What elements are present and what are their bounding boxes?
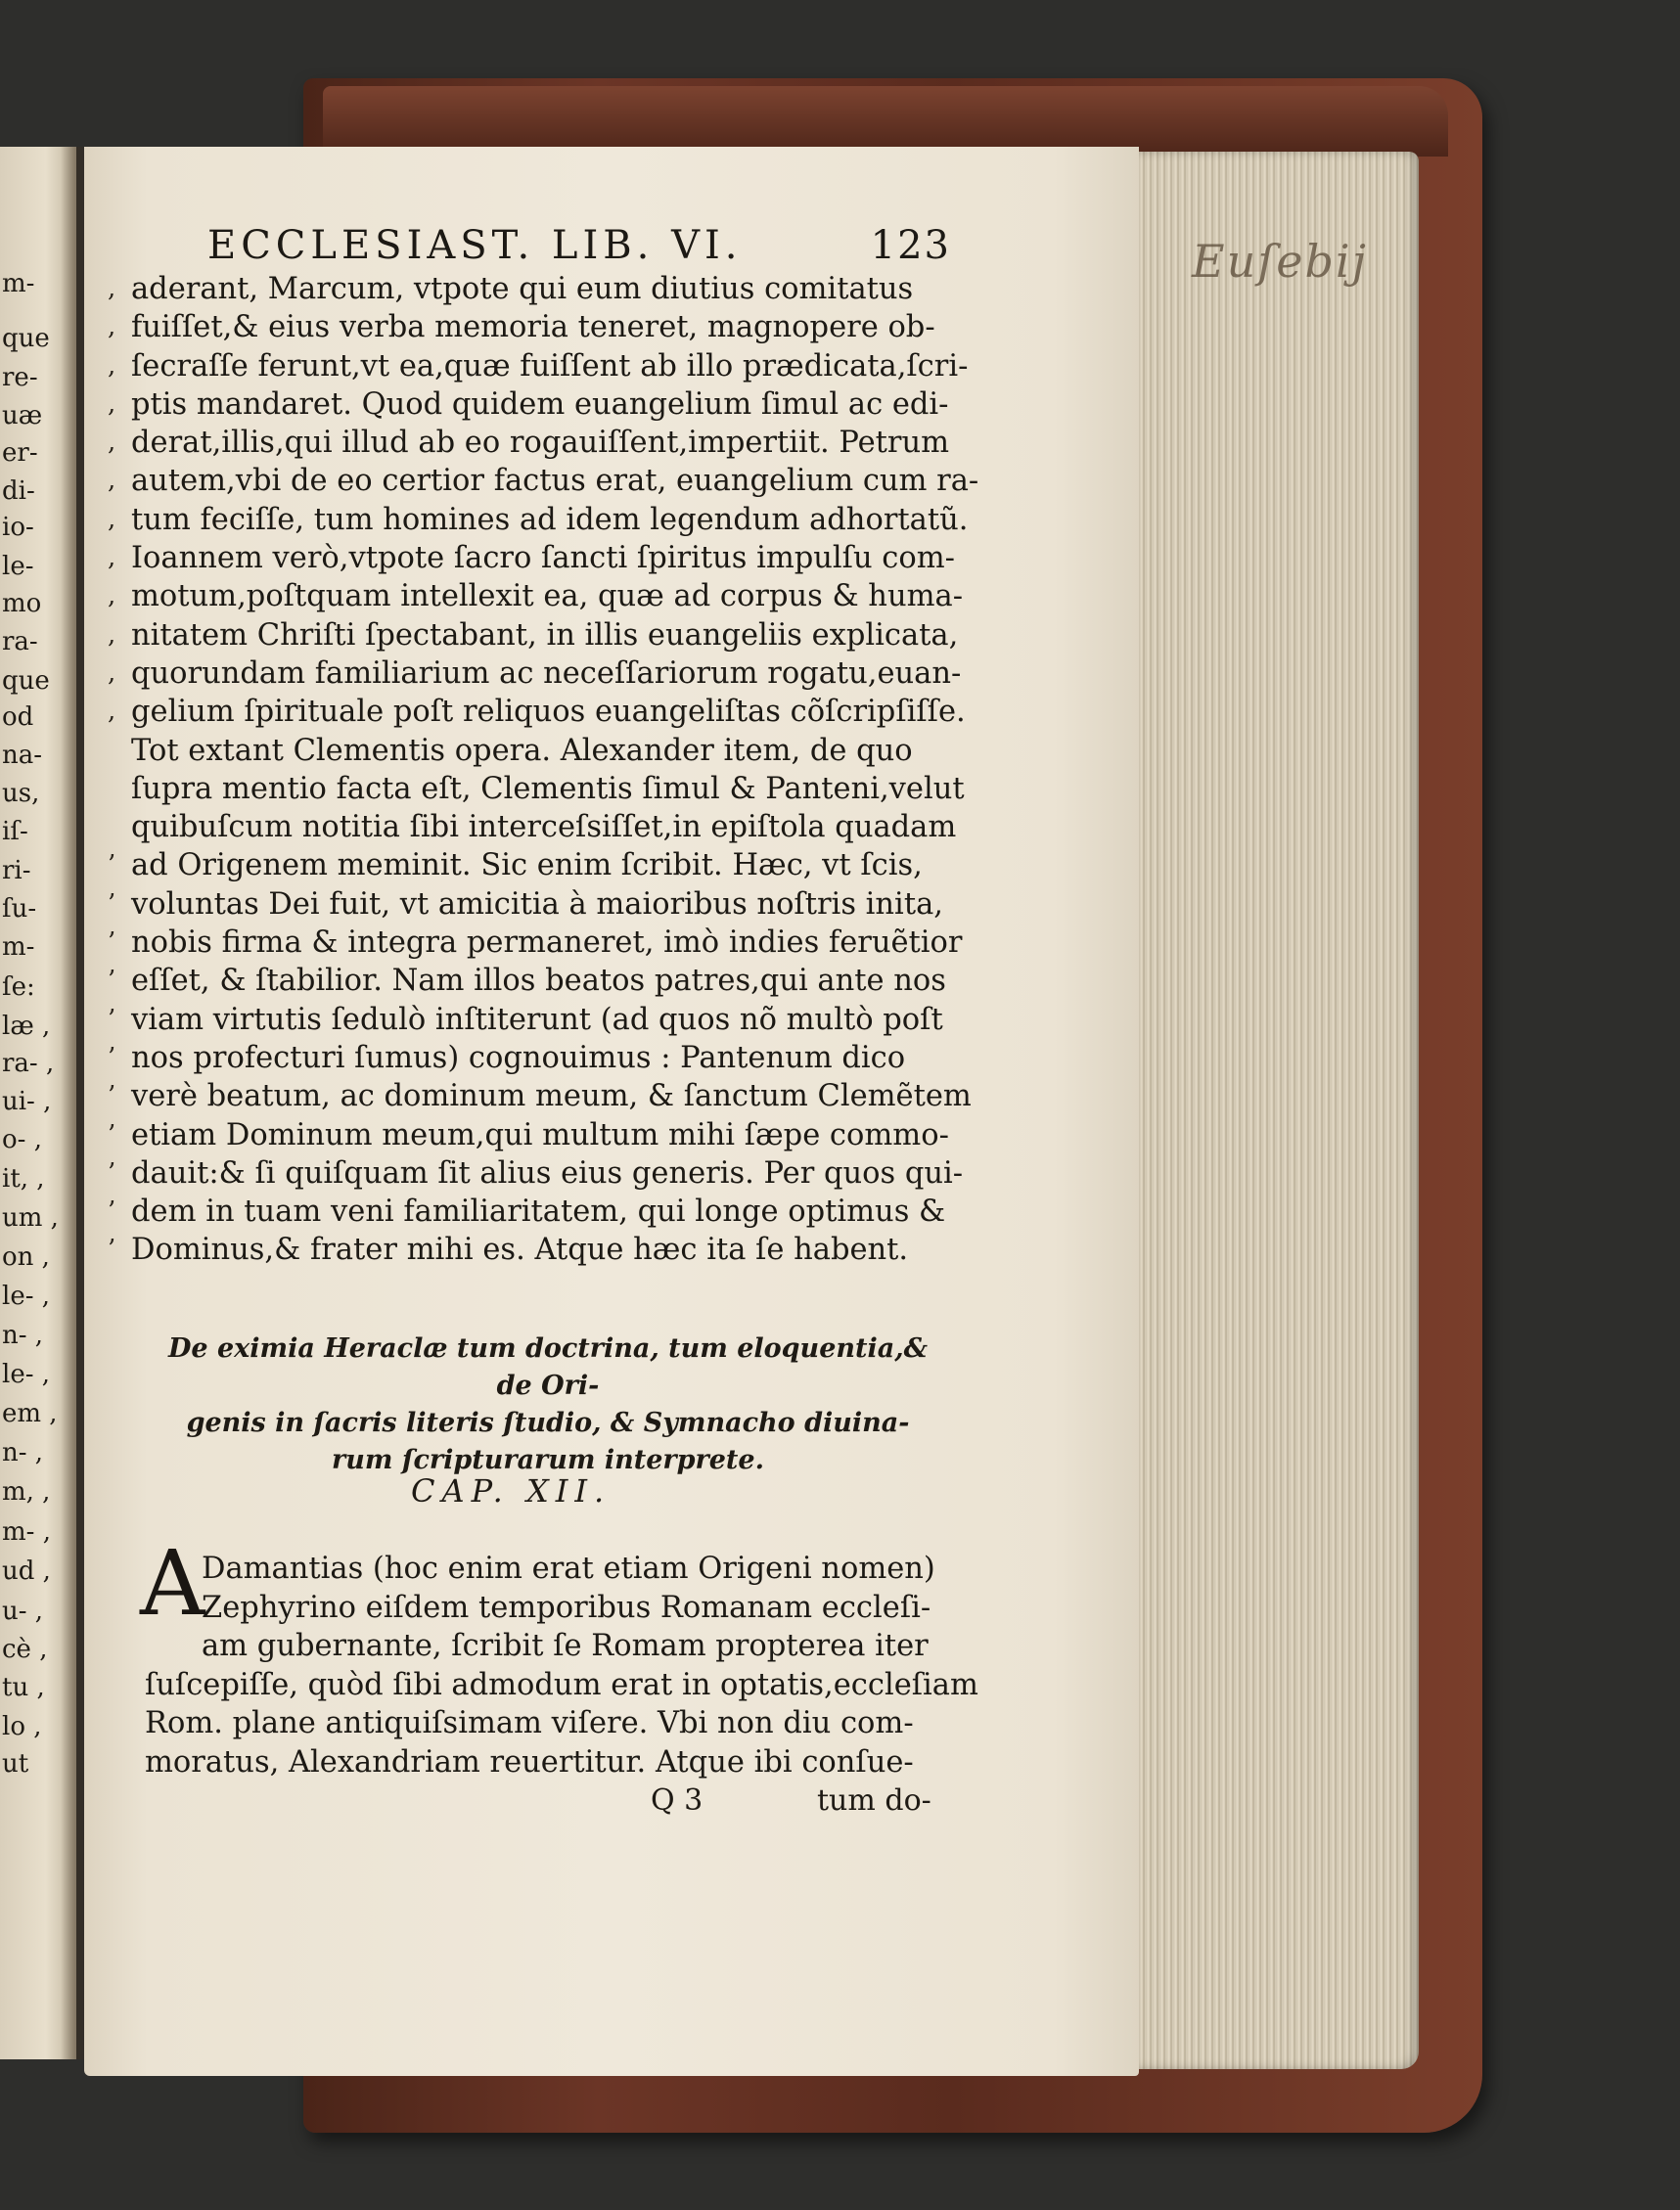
quotation-mark: ’ [108, 1119, 116, 1150]
line-text: quibuſcum notitia ſibi interceſsiſſet,in epiſtola quadam [131, 810, 957, 845]
line-text: verè beatum, ac dominum meum, & ſanctum Clemẽtem [131, 1079, 972, 1114]
left-page-fragment: od [2, 702, 34, 732]
quotation-mark: ’ [108, 1042, 116, 1072]
left-page-fragment: ſu- [2, 894, 37, 924]
quotation-mark: , [108, 428, 116, 458]
line-text: Ioannem verò,vtpote ſacro ſancti ſpiritus impulſu com- [131, 541, 955, 576]
left-page-fragment: na- [2, 741, 43, 770]
text-line [108, 347, 969, 385]
text-line [108, 616, 959, 654]
quotation-mark: , [108, 657, 116, 688]
text-line [108, 846, 949, 884]
left-page-fragment: ut [2, 1749, 29, 1779]
left-page-fragment: le- , [2, 1360, 51, 1389]
text-line [108, 1154, 964, 1193]
left-page-fragment: m, , [2, 1477, 51, 1507]
quotation-mark: ’ [108, 888, 116, 919]
heading-line: De eximia Heraclæ tum doctrina, tum eloquentia,& de Ori- [167, 1333, 928, 1401]
text-line: am gubernante, ſcribit ſe Romam propterea iter [202, 1629, 929, 1663]
left-page-fragment: m- [2, 932, 35, 962]
text-line [108, 1077, 972, 1115]
left-page-fragment: it, , [2, 1164, 45, 1194]
text-line [108, 885, 949, 924]
text-line [108, 424, 949, 462]
left-page-fragment: cè , [2, 1635, 48, 1664]
quotation-mark: , [108, 697, 116, 727]
line-text: nos profecturi ſumus) cognouimus : Pantenum dico [131, 1040, 906, 1075]
line-text: motum,poſtquam intellexit ea, quæ ad corpus & huma- [131, 579, 964, 614]
line-text: Dominus,& frater mihi es. Atque hæc ita ſe habent. [131, 1233, 909, 1268]
left-page-fragment: io- [2, 513, 34, 542]
chapter-text [145, 1550, 978, 1782]
chapter-label: CAP. XII. [411, 1472, 612, 1510]
text-line: Zephyrino eiſdem temporibus Romanam eccleſi- [202, 1590, 931, 1625]
catchword: tum do- [817, 1783, 931, 1818]
text-line [108, 308, 949, 346]
left-page-fragment: er- [2, 438, 38, 468]
left-page-fragment: on , [2, 1242, 50, 1272]
text-line [108, 770, 965, 808]
text-line: Damantias (hoc enim erat etiam Origeni nomen) [202, 1552, 935, 1586]
quotation-mark: , [108, 388, 116, 419]
left-page-fragment: o- , [2, 1125, 42, 1154]
text-line: ſuſcepiſſe, quòd ſibi admodum erat in optatis,eccleſiam [145, 1667, 978, 1702]
quotation-mark: ’ [108, 1004, 116, 1034]
running-head-title: ECCLESIAST. LIB. VI. [207, 223, 743, 268]
line-text: gelium ſpirituale poſt reliquos euangeliſtas cõſcripſiſſe. [131, 695, 966, 730]
left-page-fragment: ri- [2, 856, 31, 885]
left-page-fragment: mo [2, 589, 42, 618]
line-text: tum feciſſe, tum homines ad idem legendum adhortatũ. [131, 502, 969, 537]
quotation-mark: ’ [108, 1235, 116, 1265]
line-text: nobis firma & integra permaneret, imò indies feruẽtior [131, 925, 963, 961]
quotation-mark: , [108, 350, 116, 381]
line-text: ſupra mentio facta eſt, Clementis ſimul & Panteni,velut [131, 771, 965, 806]
left-page-fragment: tu , [2, 1673, 45, 1702]
left-page-fragment: ui- , [2, 1087, 52, 1116]
left-page-fragment: n- , [2, 1438, 44, 1467]
left-page-fragment: le- [2, 552, 34, 581]
left-page-fragment: m- [2, 269, 35, 298]
line-text: nitatem Chriſti ſpectabant, in illis euangeliis explicata, [131, 617, 959, 653]
left-page-fragment: lo , [2, 1712, 42, 1741]
line-text: fuiſſet,& eius verba memoria teneret, magnopere ob- [131, 310, 935, 345]
line-text: autem,vbi de eo certior factus erat, euangelium cum ra- [131, 464, 979, 499]
body-text [108, 270, 979, 1270]
line-text: quorundam familiarium ac neceſſariorum rogatu,euan- [131, 655, 962, 691]
page-number: 123 [870, 223, 951, 268]
quotation-mark: , [108, 504, 116, 534]
text-line [108, 732, 949, 770]
text-line [108, 924, 963, 962]
line-text: ptis mandaret. Quod quidem euangelium ſimul ac edi- [131, 386, 949, 422]
quotation-mark: , [108, 581, 116, 611]
line-text: voluntas Dei fuit, vt amicitia à maioribus noſtris inita, [131, 886, 943, 922]
text-line [108, 1116, 949, 1154]
text-line [108, 270, 949, 308]
quotation-mark: ’ [108, 966, 116, 996]
left-page-fragment: ud , [2, 1556, 51, 1586]
left-page-fragment: us, [2, 779, 40, 808]
line-text: Tot extant Clementis opera. Alexander item, de quo [131, 733, 913, 768]
line-text: ad Origenem meminit. Sic enim ſcribit. Hæc, vt ſcis, [131, 848, 923, 883]
quotation-mark: ’ [108, 1196, 116, 1227]
left-page-fragment: iſ- [2, 817, 28, 846]
left-page-fragment: n- , [2, 1321, 44, 1350]
quotation-mark: , [108, 274, 116, 303]
text-line [108, 501, 969, 539]
left-page-fragment: læ , [2, 1012, 51, 1041]
left-page-fragment: re- [2, 363, 38, 392]
quotation-mark: ’ [108, 850, 116, 880]
line-text: aderant, Marcum, vtpote qui eum diutius comitatus [131, 272, 914, 306]
left-page-fragment: que [2, 324, 50, 353]
left-page-fragment: ra- [2, 627, 38, 656]
left-page-fragment: u- , [2, 1597, 44, 1626]
line-text: ſecraſſe ferunt,vt ea,quæ fuiſſent ab illo prædicata,ſcri- [131, 348, 969, 383]
left-page-fragment: ſe: [2, 972, 35, 1002]
quotation-mark: ’ [108, 927, 116, 958]
quotation-mark: , [108, 466, 116, 496]
text-line [108, 1193, 949, 1231]
text-line [108, 1039, 949, 1077]
text-line [108, 654, 962, 693]
fore-edge-inscription: Euſebij [1192, 235, 1368, 288]
text-line [108, 808, 957, 846]
text-line: Rom. plane antiquiſsimam viſere. Vbi non diu com- [145, 1706, 914, 1740]
page-fore-edge [1139, 152, 1419, 2069]
text-line [108, 577, 964, 615]
chapter-heading [147, 1331, 949, 1479]
left-page-fragment: uæ [2, 401, 43, 430]
left-page-fragment: que [2, 666, 50, 696]
left-page-fragment: le- , [2, 1282, 51, 1311]
text-line [108, 1001, 949, 1039]
line-text: dem in tuam veni familiaritatem, qui longe optimus & [131, 1195, 946, 1230]
quotation-mark: ’ [108, 1157, 116, 1188]
text-line [108, 962, 949, 1000]
heading-line: rum ſcripturarum interprete. [332, 1445, 764, 1475]
quotation-mark: , [108, 543, 116, 573]
text-line: moratus, Alexandriam reuertitur. Atque ibi conſue- [145, 1744, 914, 1780]
line-text: eſſet, & ſtabilior. Nam illos beatos patres,qui ante nos [131, 964, 946, 999]
quotation-mark: ’ [108, 1081, 116, 1111]
signature-mark: Q 3 [651, 1783, 704, 1818]
text-line [108, 693, 966, 731]
left-page-fragment: ra- , [2, 1049, 55, 1078]
heading-line: genis in ſacris literis ſtudio, & Symnacho diuina- [186, 1408, 910, 1438]
quotation-mark: , [108, 619, 116, 650]
line-text: viam virtutis ſedulò inſtiterunt (ad quos nõ multò poſt [131, 1002, 943, 1037]
left-page-fragment: em , [2, 1399, 58, 1428]
text-line [108, 462, 979, 500]
quotation-mark: , [108, 312, 116, 342]
left-page-fragment: di- [2, 476, 35, 506]
left-page-fragment: um , [2, 1203, 59, 1233]
line-text: dauit:& ſi quiſquam ſit alius eius generis. Per quos qui- [131, 1155, 964, 1191]
text-line [108, 385, 949, 424]
running-head [207, 223, 951, 268]
drop-cap: A [140, 1531, 205, 1636]
left-page-fragment: m- , [2, 1517, 51, 1547]
line-text: derat,illis,qui illud ab eo rogauiſſent,impertiit. Petrum [131, 426, 950, 461]
line-text: etiam Dominum meum,qui multum mihi ſæpe commo- [131, 1117, 949, 1152]
text-line [108, 1231, 949, 1269]
text-line [108, 539, 955, 577]
